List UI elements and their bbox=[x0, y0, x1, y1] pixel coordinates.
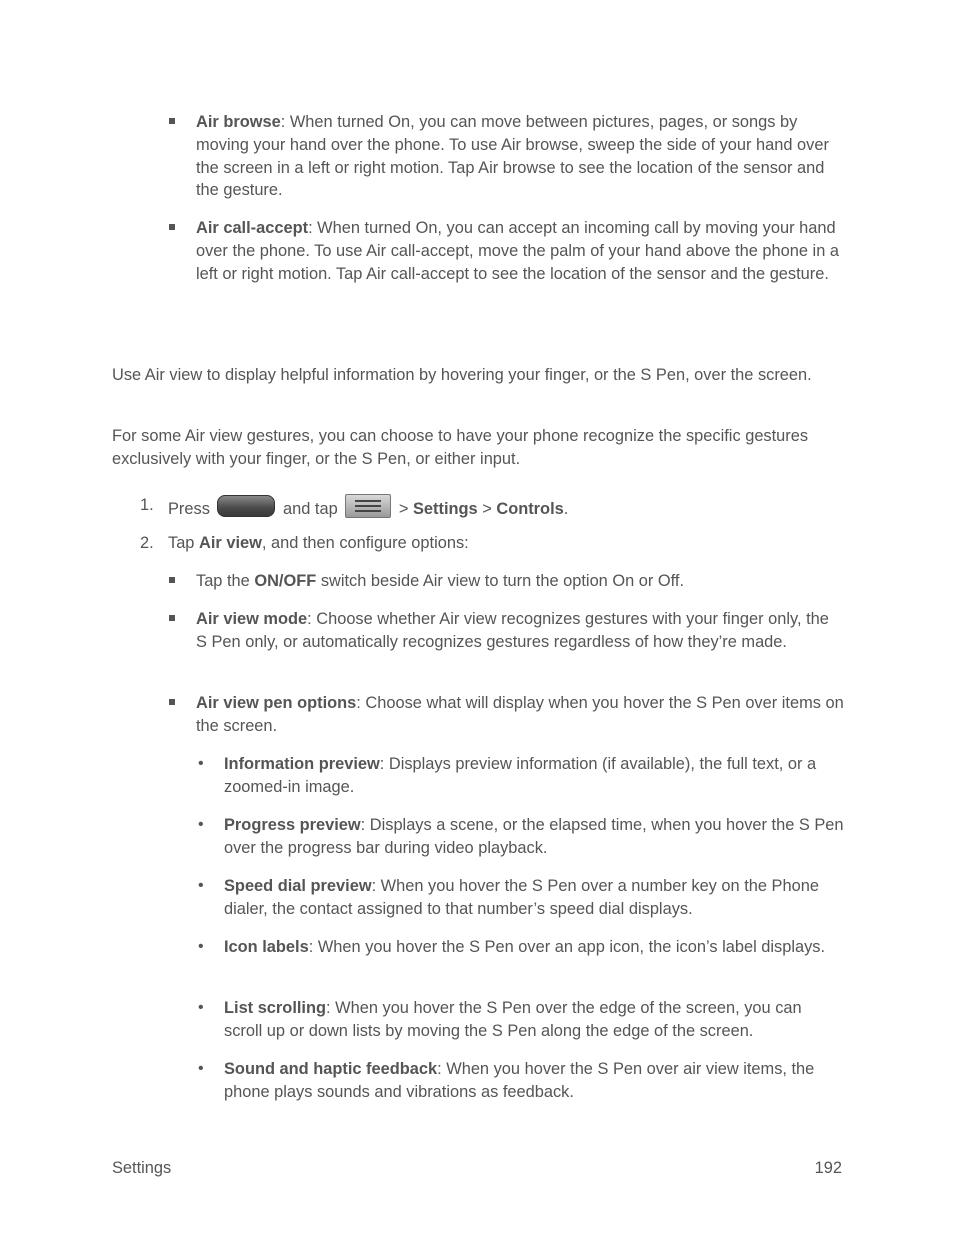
term: Air view pen options bbox=[196, 694, 357, 712]
option-pre: Tap the bbox=[196, 572, 250, 590]
step-1-and-tap: and tap bbox=[283, 500, 338, 518]
term: Progress preview bbox=[224, 816, 361, 834]
bullet-square-icon bbox=[169, 577, 175, 583]
description: : When turned On, you can move between pictures, pages, or songs by moving your hand over the phone. To use Air browse, sweep the side of your hand over the screen in a left or right motion. Tap Air browse to see the location of the sensor and the gesture. bbox=[196, 113, 829, 200]
footer-page-number: 192 bbox=[814, 1159, 842, 1177]
description: : When you hover the S Pen over a number key on the Phone dialer, the contact assigned to that number’s speed dial displays. bbox=[224, 877, 819, 918]
bullet-dot-icon: • bbox=[198, 755, 204, 772]
home-button-icon bbox=[217, 495, 275, 517]
bullet-dot-icon: • bbox=[198, 877, 204, 894]
description: : When you hover the S Pen over the edge of the screen, you can scroll up or down lists by moving the S Pen along the edge of the screen. bbox=[224, 999, 802, 1040]
bullet-square-icon bbox=[169, 699, 175, 705]
description: switch beside Air view to turn the option On or Off. bbox=[320, 572, 685, 590]
term: ON/OFF bbox=[254, 572, 317, 590]
intro-paragraph-2: For some Air view gestures, you can choose to have your phone recognize the specific gestures exclusively with your finger, or the S Pen, or either input. bbox=[112, 427, 809, 468]
step-number-1: 1. bbox=[140, 496, 154, 514]
menu-key-icon bbox=[345, 494, 391, 518]
term: Information preview bbox=[224, 755, 380, 773]
list-item-icon-labels bbox=[224, 936, 844, 959]
step-1-separator: > bbox=[398, 500, 409, 518]
list-item-on-off bbox=[196, 570, 844, 593]
list-item-air-browse bbox=[196, 111, 844, 202]
step-1-end: . bbox=[563, 500, 569, 518]
step-2 bbox=[168, 532, 848, 555]
bullet-dot-icon: • bbox=[198, 938, 204, 955]
step-1-separator: > bbox=[482, 500, 492, 518]
description: : Choose what will display when you hover the S Pen over items on the screen. bbox=[196, 694, 844, 735]
list-item-speed-dial-preview bbox=[224, 875, 844, 921]
term: Icon labels bbox=[224, 938, 309, 956]
bullet-dot-icon: • bbox=[198, 1060, 204, 1077]
step-2-tap: Tap bbox=[168, 534, 195, 552]
list-item-list-scrolling bbox=[224, 997, 844, 1043]
settings-label: Settings bbox=[412, 500, 478, 518]
term: Air browse bbox=[196, 113, 281, 131]
bullet-dot-icon: • bbox=[198, 816, 204, 833]
step-2-rest: , and then configure options: bbox=[261, 534, 469, 552]
description: : When you hover the S Pen over air view items, the phone plays sounds and vibrations as feedback. bbox=[224, 1060, 815, 1101]
term: Air call-accept bbox=[196, 219, 309, 237]
description: : Choose whether Air view recognizes gestures with your finger only, the S Pen only, or automatically recognizes gestures regardless of how they’re made. bbox=[196, 610, 829, 651]
list-item-information-preview bbox=[224, 753, 844, 799]
bullet-square-icon bbox=[169, 224, 175, 230]
description: : When turned On, you can accept an incoming call by moving your hand over the phone. To use Air call-accept, move the palm of your hand above the phone in a left or right motion. Tap Air call-accept to see the location of the sensor and the gesture. bbox=[196, 219, 839, 283]
list-item-air-call-accept bbox=[196, 217, 844, 285]
intro-paragraph-1: Use Air view to display helpful information by hovering your finger, or the S Pen, over the screen. bbox=[112, 366, 812, 384]
term: Sound and haptic feedback bbox=[224, 1060, 438, 1078]
bullet-dot-icon: • bbox=[198, 999, 204, 1016]
step-1-press: Press bbox=[168, 500, 210, 518]
description: : When you hover the S Pen over an app icon, the icon’s label displays. bbox=[308, 938, 826, 956]
footer-section: Settings bbox=[112, 1159, 172, 1177]
bullet-square-icon bbox=[169, 615, 175, 621]
bullet-square-icon bbox=[169, 118, 175, 124]
term: Speed dial preview bbox=[224, 877, 372, 895]
list-item-progress-preview bbox=[224, 814, 844, 860]
step-number-2: 2. bbox=[140, 534, 154, 552]
description: : Displays preview information (if available), the full text, or a zoomed-in image. bbox=[224, 755, 817, 796]
controls-label: Controls bbox=[496, 500, 564, 518]
air-view-label: Air view bbox=[199, 534, 262, 552]
step-1 bbox=[168, 494, 848, 521]
list-item-air-view-mode bbox=[196, 608, 844, 654]
term: Air view mode bbox=[196, 610, 308, 628]
list-item-sound-haptic-feedback bbox=[224, 1058, 844, 1104]
term: List scrolling bbox=[224, 999, 327, 1017]
description: : Displays a scene, or the elapsed time, when you hover the S Pen over the progress bar during video playback. bbox=[224, 816, 844, 857]
list-item-air-view-pen-options bbox=[196, 692, 844, 738]
